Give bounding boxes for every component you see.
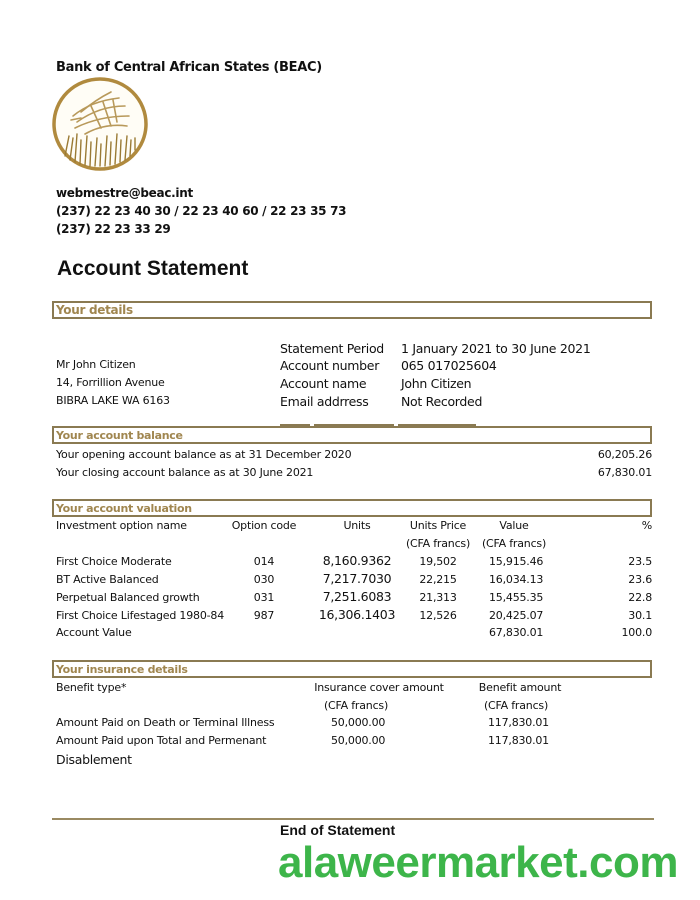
field-label: Account name [280, 376, 367, 391]
valuation-row-code: 030 [253, 573, 275, 586]
beac-logo-icon [51, 76, 149, 172]
closing-balance-label: Your closing account balance as at 30 June 2021 [56, 466, 314, 479]
field-label: Email addrress [280, 394, 369, 409]
valuation-row-price: 22,215 [419, 573, 457, 586]
col-header-price: Units Price [409, 519, 467, 532]
valuation-row-code: 987 [253, 609, 275, 622]
section-heading: Your insurance details [56, 663, 188, 676]
col-header-cover-unit: (CFA francs) [323, 699, 389, 712]
statement-period-value: 1 January 2021 to 30 June 2021 [401, 341, 591, 356]
valuation-row-units: 7,251.6083 [322, 589, 392, 604]
contact-phone-2: (237) 22 23 33 29 [56, 222, 171, 236]
col-header-units: Units [343, 519, 371, 532]
customer-address-1: 14, Forrillion Avenue [56, 376, 165, 389]
valuation-row-units: 7,217.7030 [322, 571, 392, 586]
col-header-benefit: Benefit amount [478, 681, 562, 694]
account-value-label: Account Value [56, 626, 132, 639]
section-heading: Your details [56, 303, 133, 317]
end-of-statement: End of Statement [280, 822, 396, 838]
insurance-row-benefit: 117,830.01 [488, 716, 549, 729]
col-header-value: Value [499, 519, 529, 532]
valuation-row-price: 21,313 [419, 591, 457, 604]
valuation-row-units: 16,306.1403 [318, 607, 396, 622]
section-insurance-details [52, 660, 652, 678]
customer-address-2: BIBRA LAKE WA 6163 [56, 394, 170, 407]
col-header-cover: Insurance cover amount [314, 681, 444, 694]
section-heading: Your account valuation [56, 502, 192, 515]
insurance-row-type: Amount Paid upon Total and Permenant [56, 734, 267, 747]
section-account-valuation [52, 499, 652, 517]
col-header-value-unit: (CFA francs) [481, 537, 547, 550]
account-name-value: John Citizen [401, 376, 472, 391]
insurance-row-cover: 50,000.00 [331, 734, 386, 747]
section-account-balance [52, 426, 652, 444]
footer-rule [52, 818, 654, 820]
valuation-row-code: 014 [253, 555, 275, 568]
section-your-details [52, 301, 652, 319]
contact-email: webmestre@beac.int [56, 186, 193, 200]
page-title: Account Statement [57, 257, 249, 280]
insurance-row-type: Amount Paid on Death or Terminal Illness [56, 716, 275, 729]
account-value-total: 67,830.01 [489, 626, 544, 639]
opening-balance-label: Your opening account balance as at 31 December 2020 [56, 448, 352, 461]
valuation-row-pct: 23.6 [628, 573, 652, 586]
col-header-benefit-type: Benefit type* [56, 681, 127, 694]
insurance-row-type-continued: Disablement [56, 752, 132, 767]
closing-balance-value: 67,830.01 [597, 466, 652, 479]
insurance-row-cover: 50,000.00 [331, 716, 386, 729]
valuation-row-code: 031 [253, 591, 275, 604]
col-header-name: Investment option name [56, 519, 187, 532]
account-number-value: 065 017025604 [401, 358, 497, 373]
valuation-row-name: First Choice Lifestaged 1980-84 [56, 609, 224, 622]
watermark-text: alaweermarket.com [278, 838, 678, 887]
valuation-row-pct: 30.1 [628, 609, 652, 622]
valuation-row-name: Perpetual Balanced growth [56, 591, 200, 604]
valuation-row-name: First Choice Moderate [56, 555, 172, 568]
valuation-row-value: 15,455.35 [489, 591, 544, 604]
col-header-benefit-unit: (CFA francs) [483, 699, 549, 712]
valuation-row-price: 12,526 [419, 609, 457, 622]
valuation-row-value: 15,915.46 [489, 555, 544, 568]
customer-name: Mr John Citizen [56, 358, 136, 371]
valuation-row-value: 16,034.13 [489, 573, 544, 586]
field-label: Statement Period [280, 341, 384, 356]
valuation-row-price: 19,502 [419, 555, 457, 568]
email-address-value: Not Recorded [401, 394, 483, 409]
section-heading: Your account balance [56, 429, 183, 442]
valuation-row-value: 20,425.07 [489, 609, 544, 622]
field-label: Account number [280, 358, 380, 373]
valuation-row-name: BT Active Balanced [56, 573, 159, 586]
bank-name: Bank of Central African States (BEAC) [56, 60, 322, 75]
contact-phone-1: (237) 22 23 40 30 / 22 23 40 60 / 22 23 35 73 [56, 204, 347, 218]
col-header-code: Option code [231, 519, 297, 532]
account-value-pct: 100.0 [621, 626, 652, 639]
valuation-row-pct: 22.8 [628, 591, 652, 604]
col-header-price-unit: (CFA francs) [405, 537, 471, 550]
opening-balance-value: 60,205.26 [597, 448, 652, 461]
insurance-row-benefit: 117,830.01 [488, 734, 549, 747]
valuation-row-units: 8,160.9362 [322, 553, 392, 568]
valuation-row-pct: 23.5 [628, 555, 652, 568]
col-header-pct: % [641, 519, 652, 532]
